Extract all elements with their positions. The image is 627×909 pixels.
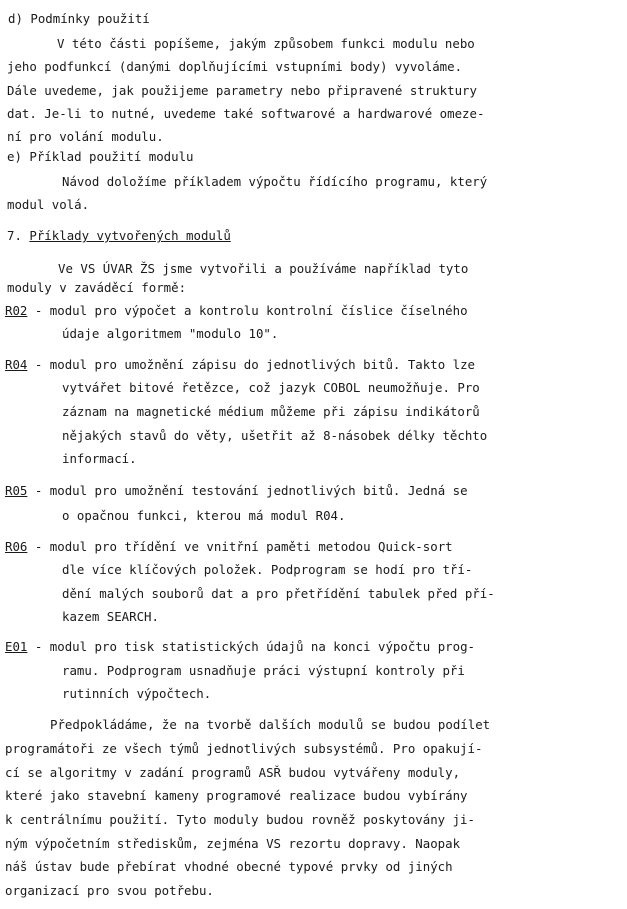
closing-line: k centrálnímu použití. Tyto moduly budou rovněž poskytovány ji-	[5, 812, 475, 827]
closing-line: náš ústav bude přebírat vhodné obecné typové prvky od jiných	[5, 859, 453, 874]
module-code: R05	[5, 483, 28, 498]
section-d-line: jeho podfunkcí (danými doplňujícími vstupními body) vyvoláme.	[7, 59, 463, 74]
module-code: E01	[5, 639, 28, 654]
section-d-line: dat. Je-li to nutné, uvedeme také softwarové a hardwarové omeze-	[7, 106, 485, 121]
section-d-line: V této části popíšeme, jakým způsobem funkci modulu nebo	[57, 36, 475, 51]
closing-line: organizací pro svou potřebu.	[5, 883, 214, 898]
closing-line: cí se algoritmy v zadání programů ASŘ budou vytvářeny moduly,	[5, 765, 461, 780]
closing-line: ným výpočetním střediskům, zejména VS rezortu dopravy. Naopak	[5, 836, 461, 851]
module-line: údaje algoritmem "modulo 10".	[62, 326, 279, 341]
section-e-line: modul volá.	[7, 197, 90, 212]
module-line: modul pro třídění ve vnitřní paměti metodou Quick-sort	[49, 539, 453, 554]
module-line: dle více klíčových položek. Podprogram se hodí pro tří-	[62, 562, 473, 577]
module-line: ramu. Podprogram usnadňuje práci výstupní kontroly při	[62, 663, 465, 678]
section-7-title: Příklady vytvořených modulů	[29, 228, 231, 243]
module-line: záznam na magnetické médium můžeme při zápisu indikátorů	[62, 404, 480, 419]
closing-line: programátoři ze všech týmů jednotlivých subsystémů. Pro opakují-	[5, 741, 483, 756]
module-line: modul pro umožnění zápisu do jednotlivých bitů. Takto lze	[49, 357, 475, 372]
closing-line: Předpokládáme, že na tvorbě dalších modulů se budou podílet	[50, 717, 491, 732]
section-7-intro-line: moduly v zaváděcí formě:	[7, 280, 187, 295]
module-code: R04	[5, 357, 28, 372]
module-r06-first: R06 - modul pro třídění ve vnitřní paměti metodou Quick-sort	[5, 539, 453, 554]
section-7-number: 7.	[7, 228, 22, 243]
module-r05-first: R05 - modul pro umožnění testování jednotlivých bitů. Jedná se	[5, 483, 468, 498]
module-line: o opačnou funkci, kterou má modul R04.	[62, 508, 346, 523]
section-e-line: Návod doložíme příkladem výpočtu řídícího programu, který	[62, 174, 488, 189]
module-code: R02	[5, 303, 28, 318]
closing-line: které jako stavební kameny programové realizace budou vybírány	[5, 788, 468, 803]
module-line: kazem SEARCH.	[62, 609, 159, 624]
section-d-heading: d) Podmínky použití	[8, 11, 150, 26]
module-line: vytvářet bitové řetězce, což jazyk COBOL neumožňuje. Pro	[62, 380, 480, 395]
section-7-intro-line: Ve VS ÚVAR ŽS jsme vytvořili a používáme například tyto	[58, 261, 469, 276]
module-line: dění malých souborů dat a pro přetřídění tabulek před pří-	[62, 586, 495, 601]
section-e-heading: e) Příklad použití modulu	[7, 149, 194, 164]
module-line: informací.	[62, 451, 137, 466]
module-e01-first: E01 - modul pro tisk statistických údajů na konci výpočtu prog-	[5, 639, 475, 654]
module-code: R06	[5, 539, 28, 554]
module-line: modul pro výpočet a kontrolu kontrolní číslice číselného	[49, 303, 468, 318]
section-d-line: Dále uvedeme, jak použijeme parametry nebo připravené struktury	[7, 83, 477, 98]
module-line: modul pro tisk statistických údajů na konci výpočtu prog-	[49, 639, 475, 654]
module-line: nějakých stavů do věty, ušetřit až 8-násobek délky těchto	[62, 428, 488, 443]
module-r02-first: R02 - modul pro výpočet a kontrolu kontrolní číslice číselného	[5, 303, 468, 318]
module-r04-first: R04 - modul pro umožnění zápisu do jednotlivých bitů. Takto lze	[5, 357, 475, 372]
module-line: rutinních výpočtech.	[62, 686, 212, 701]
section-7-heading	[7, 229, 231, 243]
section-d-line: ní pro volání modulu.	[7, 129, 164, 144]
module-line: modul pro umožnění testování jednotlivých bitů. Jedná se	[49, 483, 468, 498]
